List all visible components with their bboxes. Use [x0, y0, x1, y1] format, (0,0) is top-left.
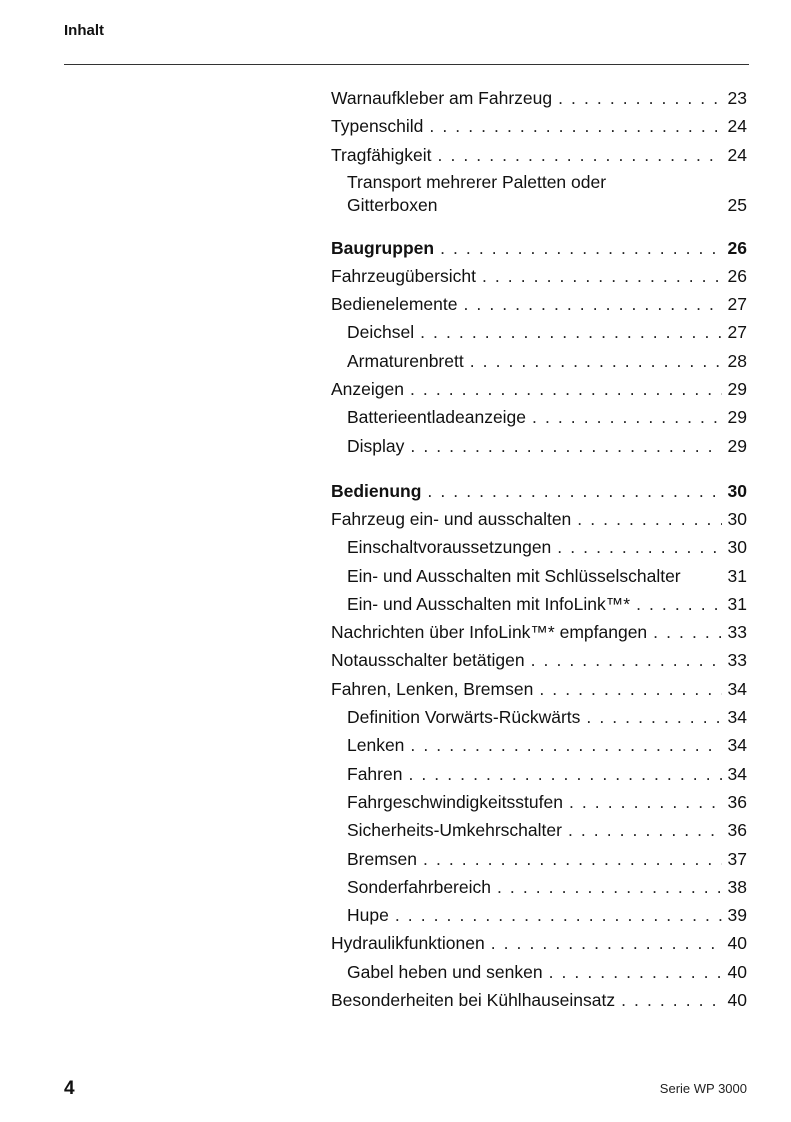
toc-entry-title: Armaturenbrett — [347, 350, 464, 371]
toc-entry-page: 34 — [727, 763, 747, 784]
toc-entry-title: Bedienung — [331, 480, 422, 501]
toc-entry[interactable] — [331, 618, 747, 646]
toc-entry-title: Lenken — [347, 735, 405, 756]
toc-entry[interactable] — [331, 788, 747, 816]
toc-leader-dots — [497, 873, 722, 901]
toc-leader-dots — [410, 375, 722, 403]
toc-leader-dots — [532, 403, 722, 431]
toc-entry-page: 30 — [727, 508, 747, 529]
toc-entry[interactable] — [331, 760, 747, 788]
toc-entry-page: 27 — [727, 294, 747, 315]
toc-entry-title: Fahrzeugübersicht — [331, 265, 476, 286]
toc-entry-page: 31 — [727, 593, 747, 614]
toc-leader-dots — [557, 533, 721, 561]
toc-entry[interactable] — [331, 290, 747, 318]
toc-leader-dots — [491, 929, 722, 957]
toc-entry[interactable] — [331, 675, 747, 703]
toc-entry-title: Definition Vorwärts-Rückwärts — [347, 707, 581, 728]
toc-leader-dots — [429, 112, 721, 140]
toc-leader-dots — [549, 958, 722, 986]
toc-leader-dots — [423, 845, 722, 873]
toc-leader-dots — [539, 675, 721, 703]
toc-leader-dots — [621, 986, 721, 1014]
toc-entry[interactable] — [331, 562, 747, 590]
toc-entry-title: Gitterboxen — [347, 194, 438, 215]
toc-entry-title: Deichsel — [347, 322, 415, 343]
toc-entry[interactable] — [331, 375, 747, 403]
toc-entry[interactable] — [331, 112, 747, 140]
toc-entry-page: 34 — [727, 678, 747, 699]
toc-entry-page: 36 — [727, 791, 747, 812]
toc-entry-page: 30 — [727, 480, 747, 501]
toc-entry[interactable] — [331, 703, 747, 731]
toc-entry-title: Typenschild — [331, 116, 424, 137]
toc-entry-title: Fahrgeschwindigkeitsstufen — [347, 791, 563, 812]
toc-entry-page: 40 — [727, 961, 747, 982]
toc-leader-dots — [568, 816, 722, 844]
toc-entry-page: 36 — [727, 820, 747, 841]
toc-entry-page: 29 — [727, 407, 747, 428]
toc-entry-page: 33 — [727, 650, 747, 671]
toc-entry[interactable] — [331, 234, 747, 262]
toc-entry-title: Fahren, Lenken, Bremsen — [331, 678, 534, 699]
toc-entry-title: Fahren — [347, 763, 403, 784]
toc-entry[interactable] — [331, 477, 747, 505]
toc-entry-title: Bremsen — [347, 848, 418, 869]
toc-leader-dots — [577, 505, 721, 533]
toc-entry-title: Hupe — [347, 905, 389, 926]
toc-entry[interactable] — [331, 533, 747, 561]
toc-entry[interactable] — [331, 432, 747, 460]
toc-entry-title-line1: Transport mehrerer Paletten oder — [347, 171, 607, 192]
toc-leader-dots — [438, 141, 722, 169]
toc-entry-title: Fahrzeug ein- und ausschalten — [331, 508, 572, 529]
toc-entry[interactable] — [331, 901, 747, 929]
toc-entry-title: Hydraulikfunktionen — [331, 933, 485, 954]
toc-entry-title: Einschaltvoraussetzungen — [347, 537, 552, 558]
toc-entry-page: 33 — [727, 622, 747, 643]
toc-entry-page: 31 — [727, 565, 747, 586]
toc-entry[interactable] — [331, 318, 747, 346]
toc-entry-page: 24 — [727, 116, 747, 137]
toc-entry-page: 24 — [727, 144, 747, 165]
toc-entry-page: 40 — [727, 933, 747, 954]
toc-entry-title: Besonderheiten bei Kühlhauseinsatz — [331, 989, 616, 1010]
toc-entry-page: 40 — [727, 989, 747, 1010]
toc-entry-page: 29 — [727, 379, 747, 400]
toc-entry[interactable] — [331, 845, 747, 873]
toc-entry-title: Sonderfahrbereich — [347, 876, 491, 897]
toc-entry[interactable] — [331, 731, 747, 759]
toc-entry-title: Baugruppen — [331, 237, 435, 258]
toc-entry-page: 26 — [727, 237, 747, 258]
toc-entry-page: 34 — [727, 707, 747, 728]
header-divider — [64, 64, 749, 65]
toc-entry[interactable] — [331, 929, 747, 957]
toc-entry-page: 38 — [727, 876, 747, 897]
toc-entry-title: Nachrichten über InfoLink™* empfangen — [331, 622, 648, 643]
toc-entry[interactable] — [331, 141, 747, 169]
toc-entry-page: 25 — [727, 194, 747, 215]
toc-entry-title: Bedienelemente — [331, 294, 458, 315]
toc-entry[interactable] — [331, 262, 747, 290]
toc-entry-page: 34 — [727, 735, 747, 756]
toc-entry-page: 27 — [727, 322, 747, 343]
toc-entry[interactable] — [331, 816, 747, 844]
toc-leader-dots — [653, 618, 721, 646]
toc-entry-title: Sicherheits-Umkehrschalter — [347, 820, 562, 841]
toc-entry[interactable] — [331, 590, 747, 618]
toc-entry-title: Ein- und Ausschalten mit InfoLink™* — [347, 593, 631, 614]
toc-leader-dots — [636, 590, 721, 618]
toc-entry-page: 26 — [727, 265, 747, 286]
toc-leader-dots — [427, 477, 721, 505]
toc-leader-dots — [558, 84, 721, 112]
toc-leader-dots — [408, 760, 721, 788]
toc-entry-page: 29 — [727, 435, 747, 456]
page-number: 4 — [64, 1078, 75, 1099]
toc-entry-page: 39 — [727, 905, 747, 926]
table-of-contents — [331, 84, 747, 1014]
toc-entry[interactable] — [331, 958, 747, 986]
toc-leader-dots — [586, 703, 721, 731]
toc-leader-dots — [470, 347, 722, 375]
toc-entry[interactable] — [331, 873, 747, 901]
toc-entry[interactable] — [331, 84, 747, 112]
toc-leader-dots — [569, 788, 722, 816]
toc-entry-page: 30 — [727, 537, 747, 558]
toc-entry-page: 28 — [727, 350, 747, 371]
toc-entry[interactable] — [331, 505, 747, 533]
toc-leader-dots — [410, 731, 721, 759]
toc-leader-dots — [410, 432, 721, 460]
toc-entry-page: 23 — [727, 88, 747, 108]
toc-entry-title: Tragfähigkeit — [331, 144, 432, 165]
toc-leader-dots — [420, 318, 721, 346]
toc-leader-dots — [463, 290, 721, 318]
toc-entry-title: Anzeigen — [331, 379, 404, 400]
toc-entry-title: Display — [347, 435, 405, 456]
toc-leader-dots — [482, 262, 722, 290]
toc-entry-title: Ein- und Ausschalten mit Schlüsselschalter — [347, 565, 681, 586]
toc-entry[interactable] — [331, 347, 747, 375]
toc-entry[interactable] — [331, 403, 747, 431]
toc-entry-title: Notausschalter betätigen — [331, 650, 525, 671]
toc-leader-dots — [531, 646, 722, 674]
toc-leader-dots — [440, 234, 721, 262]
toc-entry[interactable] — [331, 986, 747, 1014]
toc-leader-dots — [395, 901, 722, 929]
toc-entry[interactable] — [331, 171, 747, 217]
toc-entry-title: Gabel heben und senken — [347, 961, 543, 982]
toc-entry-title: Batterieentladeanzeige — [347, 407, 527, 428]
toc-entry-title: Warnaufkleber am Fahrzeug — [331, 88, 553, 108]
series-label: Serie WP 3000 — [659, 1081, 747, 1096]
toc-entry[interactable] — [331, 646, 747, 674]
page-header-title: Inhalt — [64, 22, 104, 39]
toc-entry-page: 37 — [727, 848, 747, 869]
